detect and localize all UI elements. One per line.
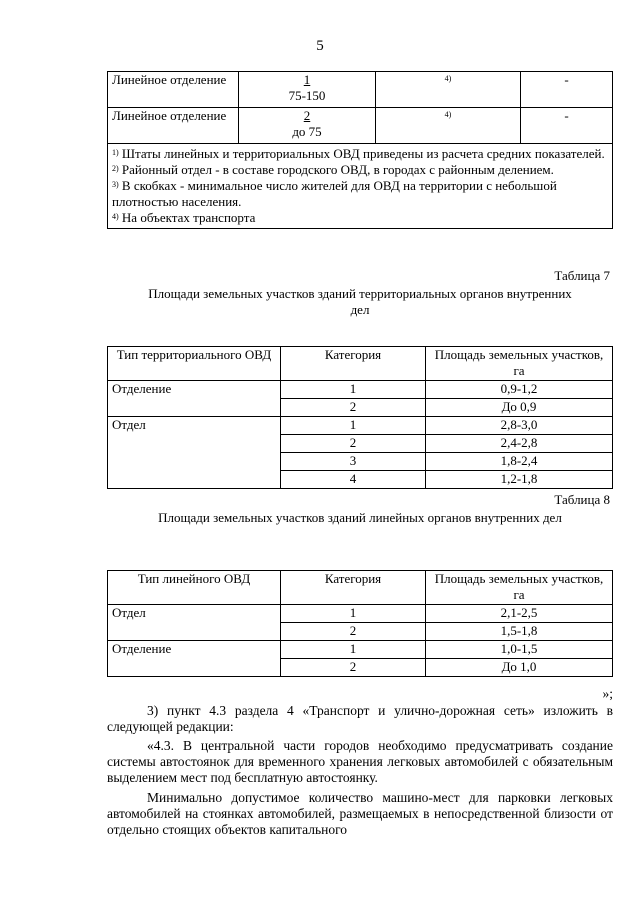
column-header: Категория <box>281 347 426 381</box>
linear-plots-table <box>107 570 613 677</box>
body-paragraph: 3) пункт 4.3 раздела 4 «Транспорт и улично-дорожная сеть» изложить в следующей редакции: <box>107 703 613 734</box>
table-row <box>108 72 613 108</box>
column-header: Тип линейного ОВД <box>108 571 281 605</box>
footnote <box>112 146 608 162</box>
table-row <box>108 641 613 659</box>
table-cell: 1 <box>281 605 426 623</box>
table-row <box>108 108 613 144</box>
closing-quote-mark: »; <box>602 686 613 701</box>
population-range: до 75 <box>292 124 322 139</box>
table-header-row <box>108 347 613 381</box>
table-cell: 2 <box>281 659 426 677</box>
table-cell: - <box>521 108 613 144</box>
table-cell: 1,2-1,8 <box>426 471 613 489</box>
table-cell: Отделение <box>108 381 281 417</box>
footnote-mark: 2) <box>112 164 119 173</box>
table-cell: 2 <box>281 623 426 641</box>
table-cell: 2,1-2,5 <box>426 605 613 623</box>
table-cell: До 0,9 <box>426 399 613 417</box>
table-cell: 1 <box>281 381 426 399</box>
table-cell: До 1,0 <box>426 659 613 677</box>
table-cell: 2 <box>281 399 426 417</box>
table-cell: - <box>521 72 613 108</box>
table-cell: 0,9-1,2 <box>426 381 613 399</box>
footnotes-cell <box>108 144 613 229</box>
table-cell: 4 <box>281 471 426 489</box>
footnote-mark: 1) <box>112 148 119 157</box>
footnote-text: Штаты линейных и территориальных ОВД приведены из расчета средних показателей. <box>118 146 605 161</box>
table-row <box>108 417 613 435</box>
footnote-text: Районный отдел - в составе городского ОВД, в городах с районным делением. <box>118 162 554 177</box>
page-number: 5 <box>316 38 324 54</box>
column-header: Категория <box>281 571 426 605</box>
table-cell: 3 <box>281 453 426 471</box>
column-header: Площадь земельных участков, га <box>426 571 613 605</box>
table-cell: 2,4-2,8 <box>426 435 613 453</box>
footnote <box>112 210 608 226</box>
table-cell <box>376 72 521 108</box>
table-row <box>108 381 613 399</box>
body-paragraph: «4.3. В центральной части городов необходимо предусматривать создание системы автостоянок для временного хранения легковых автомобилей с обязательным выделением мест под бесплатную автостоянку. <box>107 738 613 785</box>
table-cell: 1,8-2,4 <box>426 453 613 471</box>
table-label: Таблица 8 <box>554 492 610 507</box>
table-cell: Отдел <box>108 605 281 641</box>
table-title: Площади земельных участков зданий территориальных органов внутренних дел <box>148 286 572 317</box>
table-cell <box>376 108 521 144</box>
footnote <box>112 178 608 210</box>
staff-table-continuation <box>107 71 613 229</box>
notes-row <box>108 144 613 229</box>
table-cell: Отдел <box>108 417 281 489</box>
footnote-mark: 4) <box>112 212 119 221</box>
footnote-text: В скобках - минимальное число жителей для ОВД на территории с небольшой плотностью населения. <box>112 178 557 209</box>
table-cell: 2,8-3,0 <box>426 417 613 435</box>
table-title: Площади земельных участков зданий линейных органов внутренних дел <box>158 510 562 525</box>
column-header: Площадь земельных участков, га <box>426 347 613 381</box>
footnote-mark: 4) <box>444 74 452 83</box>
footnote-mark: 3) <box>112 180 119 189</box>
table-cell <box>239 72 376 108</box>
footnote <box>112 162 608 178</box>
category-number: 2 <box>303 108 311 123</box>
footnote-text: На объектах транспорта <box>118 210 256 225</box>
table-cell: 2 <box>281 435 426 453</box>
table-cell: 1,5-1,8 <box>426 623 613 641</box>
table-header-row <box>108 571 613 605</box>
footnote-mark: 4) <box>444 110 452 119</box>
column-header: Тип территориального ОВД <box>108 347 281 381</box>
table-label: Таблица 7 <box>554 268 610 283</box>
table-cell: 1 <box>281 417 426 435</box>
body-paragraph: Минимально допустимое количество машино-мест для парковки легковых автомобилей на стоянках автомобилей, размещаемых в непосредственной близости от отдельно стоящих объектов капитального <box>107 790 613 837</box>
table-row <box>108 605 613 623</box>
table-cell: Отделение <box>108 641 281 677</box>
table-cell <box>239 108 376 144</box>
table-cell: Линейное отделение <box>108 72 239 108</box>
table-cell: 1 <box>281 641 426 659</box>
territorial-plots-table <box>107 346 613 489</box>
category-number: 1 <box>303 72 311 87</box>
table-cell: 1,0-1,5 <box>426 641 613 659</box>
population-range: 75-150 <box>288 88 326 103</box>
table-cell: Линейное отделение <box>108 108 239 144</box>
